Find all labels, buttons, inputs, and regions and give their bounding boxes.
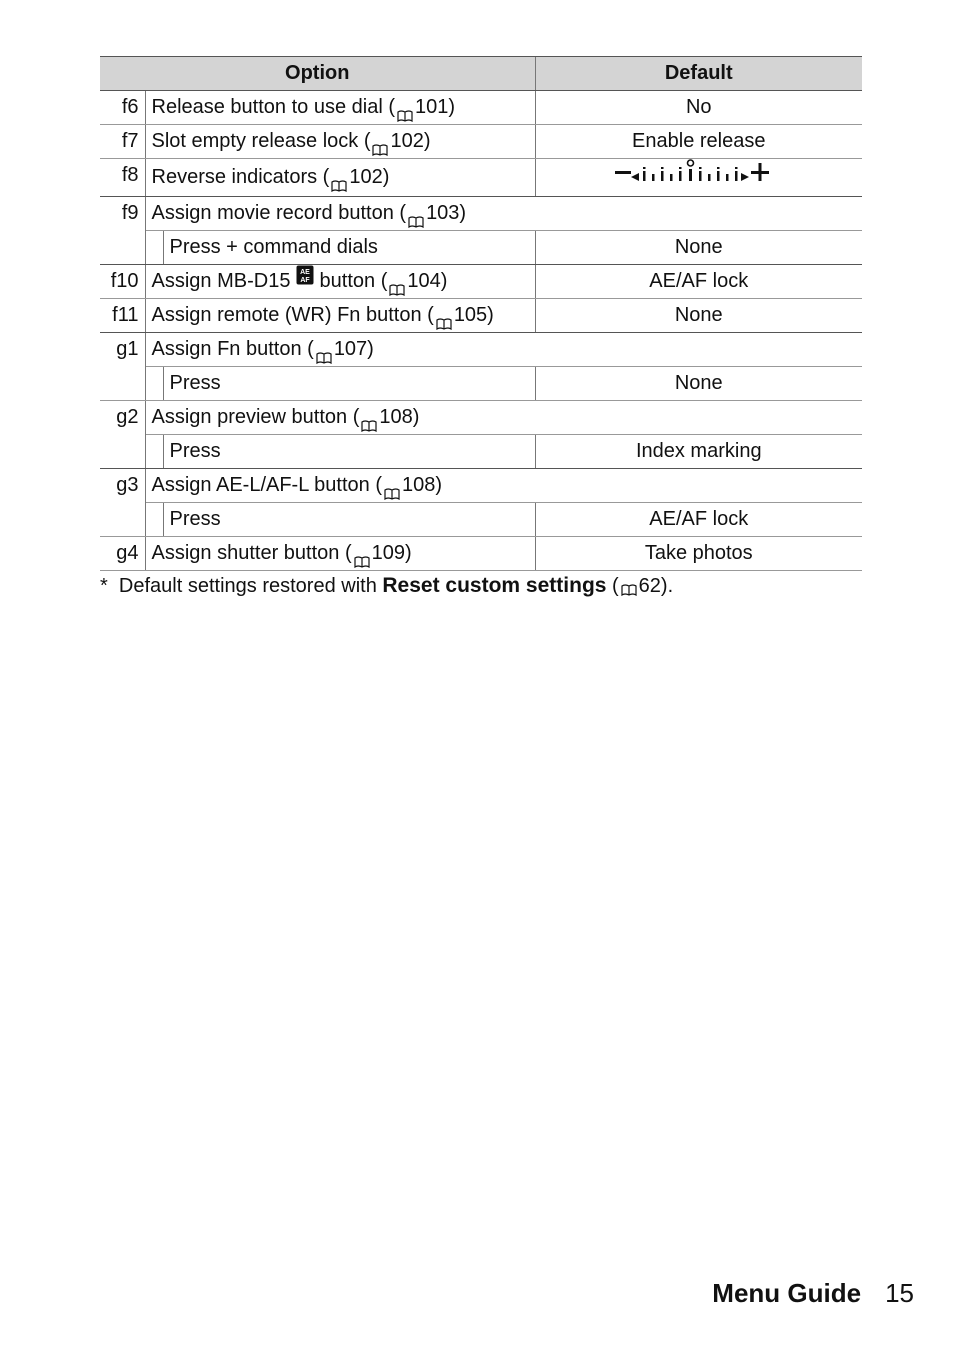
row-default: None — [535, 299, 862, 333]
table-subrow — [100, 503, 862, 537]
table-row — [100, 537, 862, 571]
table-row — [100, 333, 862, 367]
footnote-paren: ( — [606, 575, 619, 597]
book-icon — [621, 579, 637, 591]
option-text: Assign preview button ( — [151, 406, 360, 429]
row-option — [145, 125, 535, 159]
row-option — [145, 537, 535, 571]
sub-default: Index marking — [535, 435, 862, 469]
book-icon — [316, 342, 332, 354]
svg-text:AE: AE — [300, 269, 310, 277]
page-number: 15 — [885, 1278, 914, 1308]
page-ref: 102) — [349, 166, 390, 188]
page-ref: 102) — [390, 130, 431, 152]
page-ref: 103) — [426, 202, 467, 224]
row-default: Take photos — [535, 537, 862, 571]
row-default: Enable release — [535, 125, 862, 159]
header-option: Option — [100, 57, 535, 91]
option-text: Reverse indicators ( — [151, 166, 330, 188]
indent-spacer — [145, 503, 163, 537]
sub-option: Press — [163, 367, 535, 401]
footnote-bold: Reset custom settings — [382, 574, 607, 597]
row-option — [145, 469, 862, 503]
ae-af-lock-icon — [296, 263, 314, 296]
option-text: Slot empty release lock ( — [151, 130, 371, 152]
row-code: f8 — [100, 159, 145, 197]
table-row — [100, 469, 862, 503]
row-option — [145, 197, 862, 231]
sub-option: Press + command dials — [163, 231, 535, 265]
row-default: AE/AF lock — [535, 265, 862, 299]
book-icon — [384, 478, 400, 490]
custom-settings-defaults-table — [100, 56, 862, 571]
row-code: f7 — [100, 125, 145, 159]
option-text: Assign AE-L/AF-L button ( — [151, 474, 382, 497]
table-subrow — [100, 231, 862, 265]
section-title: Menu Guide — [712, 1278, 862, 1308]
row-option — [145, 299, 535, 333]
footnote-mark: * — [100, 575, 108, 597]
header-default: Default — [535, 57, 862, 91]
book-icon — [389, 274, 405, 286]
page-ref: 107) — [333, 338, 374, 361]
indent-spacer — [145, 435, 163, 469]
option-text: Assign movie record button ( — [151, 202, 407, 224]
row-code: g2 — [100, 401, 145, 469]
row-code: f9 — [100, 197, 145, 265]
table-row — [100, 299, 862, 333]
option-text-cont: button ( — [314, 270, 388, 292]
sub-option: Press — [163, 503, 535, 537]
footnote-page: 62). — [638, 575, 674, 597]
option-text: Assign remote (WR) Fn button ( — [151, 304, 434, 327]
row-option — [145, 333, 862, 367]
book-icon — [397, 100, 413, 112]
footnote — [100, 574, 673, 598]
row-option — [145, 265, 535, 299]
row-default: No — [535, 91, 862, 125]
table-row — [100, 401, 862, 435]
sub-default: AE/AF lock — [535, 503, 862, 537]
table-row — [100, 197, 862, 231]
row-code: f6 — [100, 91, 145, 125]
table-row — [100, 159, 862, 197]
page-ref: 105) — [453, 304, 494, 327]
indent-spacer — [145, 231, 163, 265]
row-option — [145, 159, 535, 197]
page-ref: 109) — [371, 542, 412, 565]
option-text: Assign shutter button ( — [151, 542, 352, 565]
book-icon — [372, 134, 388, 146]
sub-default: None — [535, 367, 862, 401]
book-icon — [354, 546, 370, 558]
row-code: f11 — [100, 299, 145, 333]
table-row — [100, 125, 862, 159]
book-icon — [331, 170, 347, 182]
table-header-row — [100, 57, 862, 91]
row-option — [145, 91, 535, 125]
svg-text:AF: AF — [300, 277, 310, 285]
table-subrow — [100, 435, 862, 469]
book-icon — [436, 308, 452, 320]
page-ref: 101) — [415, 96, 456, 118]
row-code: f10 — [100, 265, 145, 299]
book-icon — [361, 410, 377, 422]
book-icon — [408, 206, 424, 218]
table-row — [100, 91, 862, 125]
table-subrow — [100, 367, 862, 401]
page-footer — [712, 1278, 914, 1309]
footnote-text: Default settings restored with — [118, 575, 383, 597]
row-code: g3 — [100, 469, 145, 537]
exposure-indicator-icon — [613, 159, 785, 196]
row-code: g4 — [100, 537, 145, 571]
indent-spacer — [145, 367, 163, 401]
option-text: Assign MB-D15 — [151, 270, 296, 292]
option-text: Assign Fn button ( — [151, 338, 314, 361]
page-ref: 108) — [379, 406, 420, 429]
table-row — [100, 265, 862, 299]
row-option — [145, 401, 862, 435]
page-ref: 104) — [407, 270, 448, 292]
row-code: g1 — [100, 333, 145, 401]
sub-option: Press — [163, 435, 535, 469]
page-ref: 108) — [401, 474, 443, 497]
option-text: Release button to use dial ( — [151, 96, 395, 118]
row-default — [535, 159, 862, 197]
sub-default: None — [535, 231, 862, 265]
